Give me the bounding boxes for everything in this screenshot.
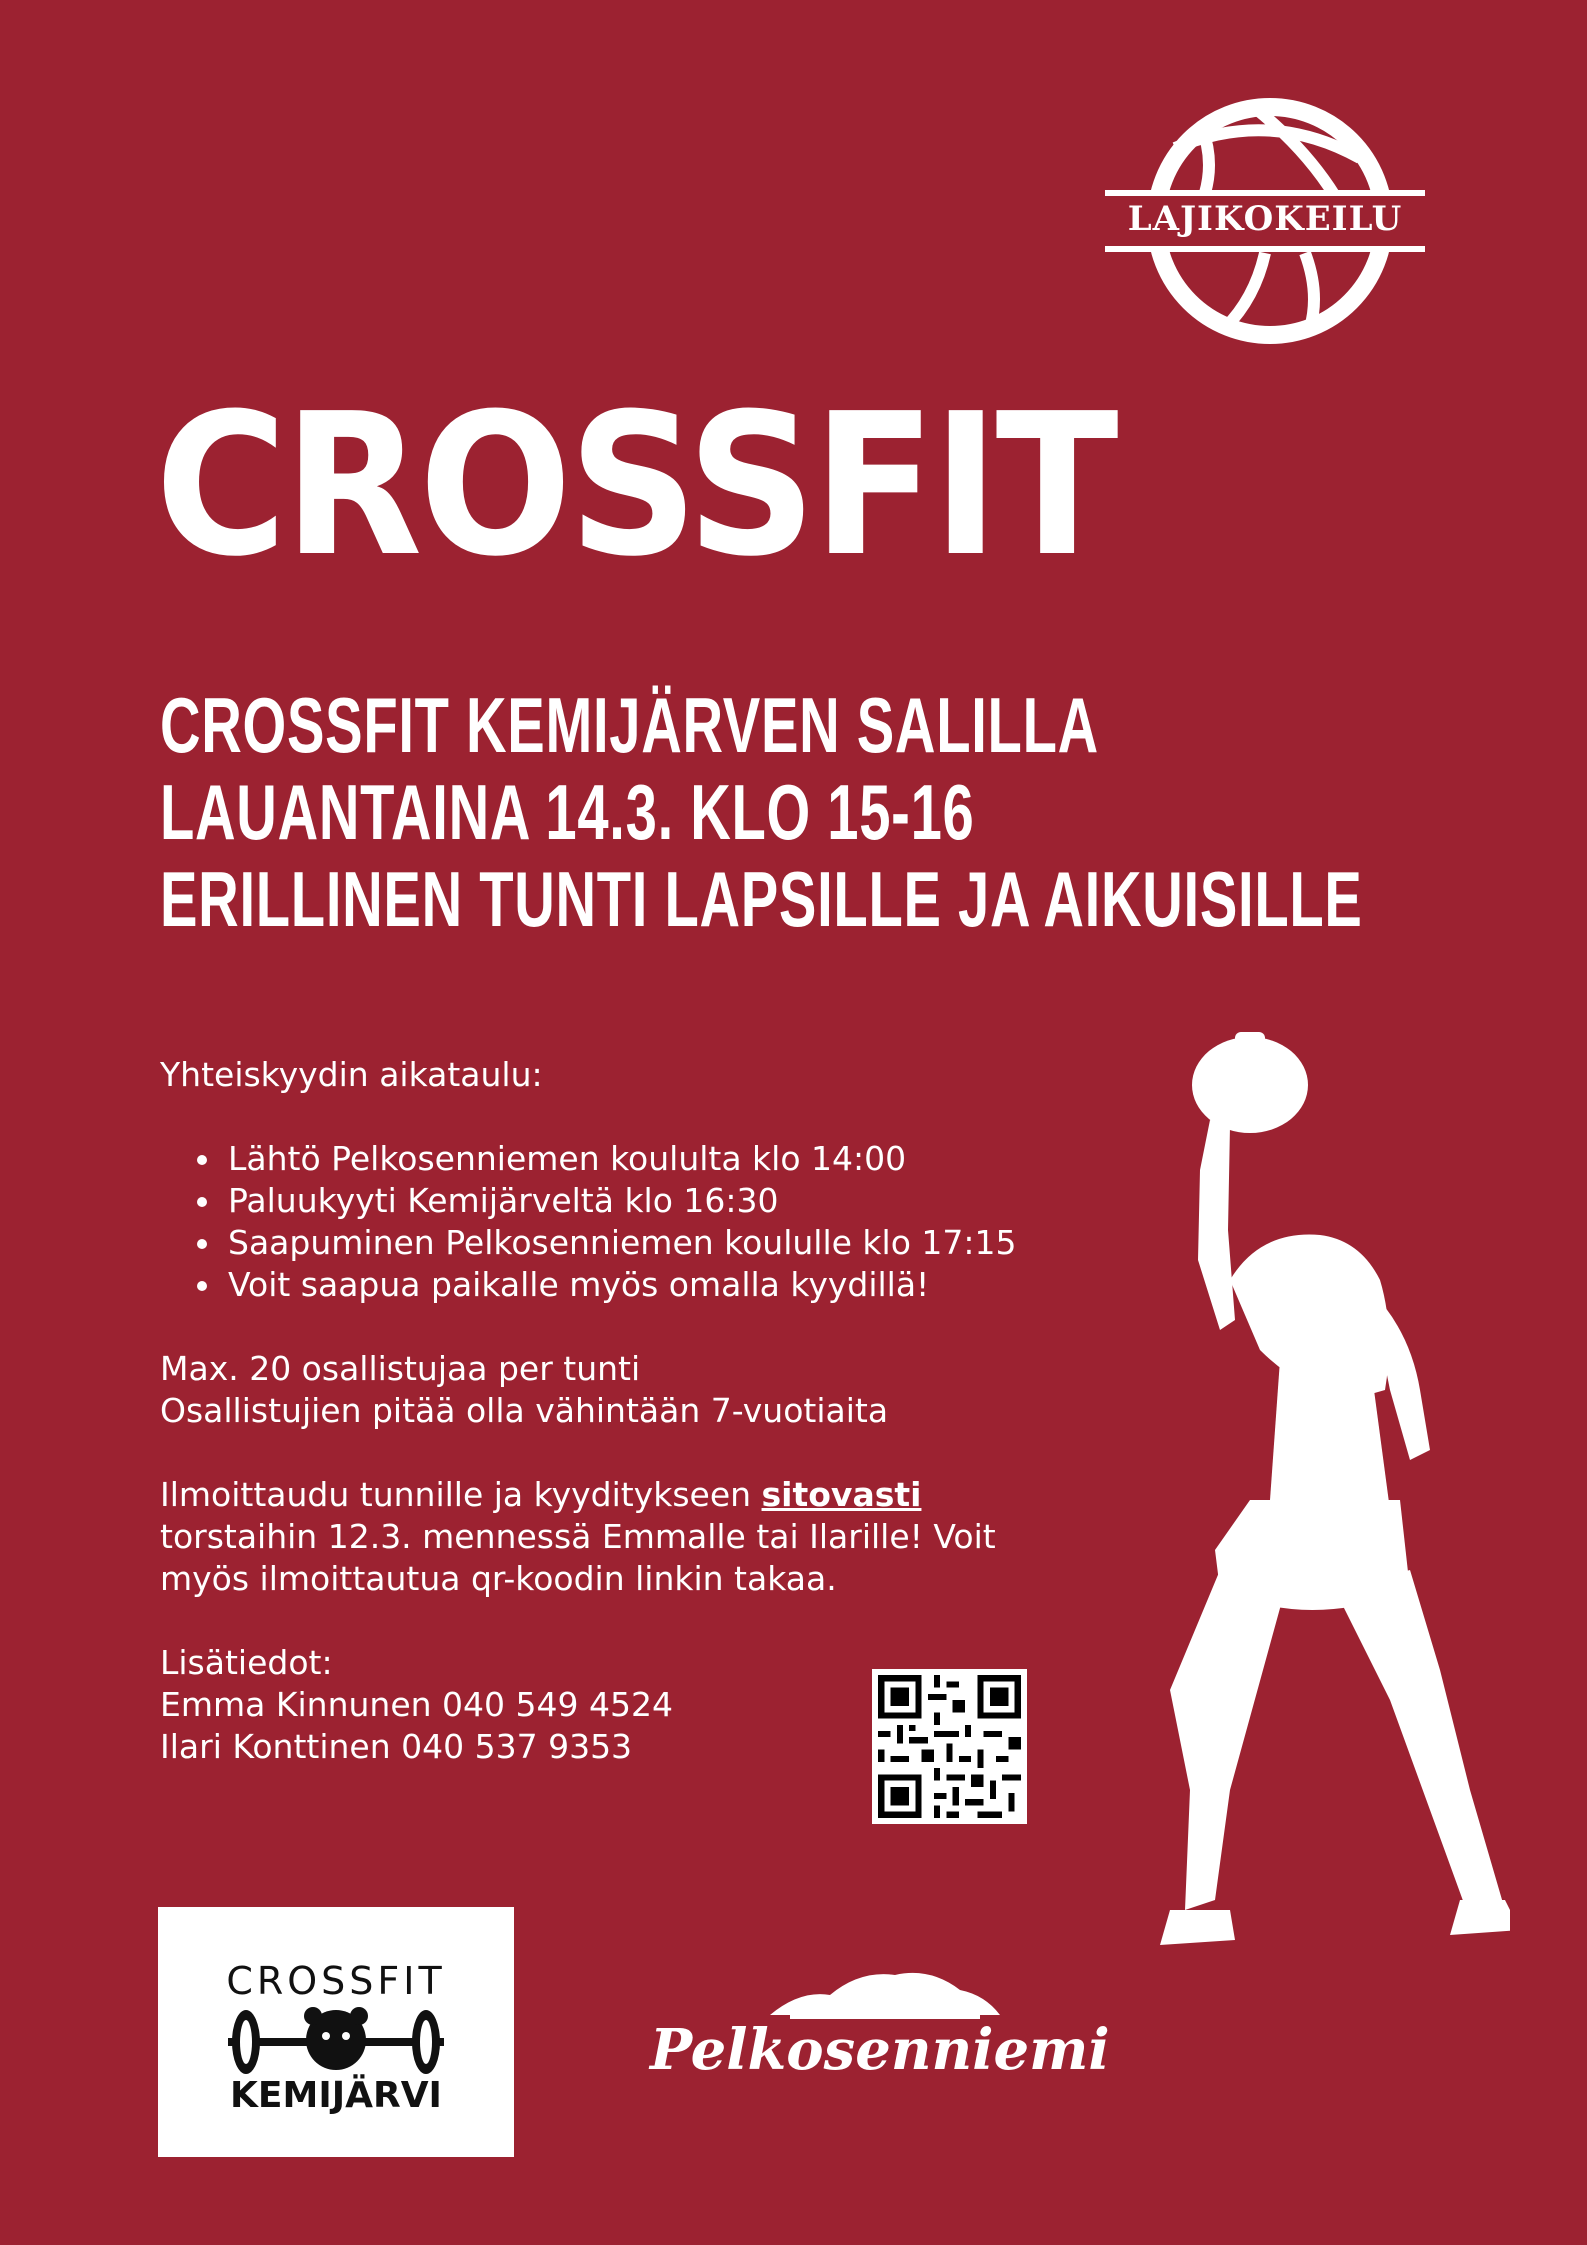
logo-crossfit-text: CROSSFIT	[226, 1959, 446, 2003]
contact-person: Ilari Konttinen 040 537 9353	[160, 1727, 633, 1766]
fell-landscape-icon	[770, 1965, 1000, 2020]
subtitle-line-3: ERILLINEN TUNTI LAPSILLE JA AIKUISILLE	[160, 855, 1363, 943]
limits-line-1: Max. 20 osallistujaa per tunti	[160, 1349, 641, 1388]
subtitle-line-2: LAUANTAINA 14.3. KLO 15-16	[160, 768, 975, 856]
logo-kemijarvi-text: KEMIJÄRVI	[230, 2075, 442, 2116]
signup-text: Ilmoittaudu tunnille ja kyyditykseen	[160, 1475, 762, 1514]
kettlebell-athlete-silhouette-icon	[1110, 1030, 1510, 1950]
event-subtitle	[160, 682, 1363, 943]
lajikokeilu-badge	[1105, 88, 1425, 353]
signup-line-1	[160, 1474, 1140, 1516]
subtitle-line-1: CROSSFIT KEMIJÄRVEN SALILLA	[160, 681, 1099, 769]
event-details	[160, 1054, 1140, 1768]
contact-person: Emma Kinnunen 040 549 4524	[160, 1685, 673, 1724]
signup-emphasis: sitovasti	[761, 1475, 922, 1514]
crossfit-kemijarvi-logo	[158, 1907, 514, 2157]
pelkosenniemi-logo	[650, 1965, 1110, 2115]
qr-code-icon[interactable]	[872, 1669, 1027, 1824]
schedule-list	[160, 1138, 1140, 1306]
municipality-name: Pelkosenniemi	[650, 2017, 1110, 2083]
schedule-heading: Yhteiskyydin aikataulu:	[160, 1055, 543, 1094]
schedule-item: • Saapuminen Pelkosenniemen koululle klo 17:15	[224, 1222, 1140, 1264]
signup-line-3: myös ilmoittautua qr-koodin linkin takaa.	[160, 1559, 837, 1598]
limits-line-2: Osallistujien pitää olla vähintään 7-vuotiaita	[160, 1391, 889, 1430]
badge-label: LAJIKOKEILU	[1127, 199, 1403, 239]
schedule-item: • Voit saapua paikalle myös omalla kyydillä!	[224, 1264, 1140, 1306]
bear-barbell-icon	[218, 2002, 454, 2082]
signup-line-2: torstaihin 12.3. mennessä Emmalle tai Ilarille! Voit	[160, 1517, 996, 1556]
page-title: CROSSFIT	[155, 372, 1115, 600]
contacts-heading: Lisätiedot:	[160, 1643, 333, 1682]
schedule-item: • Lähtö Pelkosenniemen koululta klo 14:00	[224, 1138, 1140, 1180]
schedule-item: • Paluukyyti Kemijärveltä klo 16:30	[224, 1180, 1140, 1222]
